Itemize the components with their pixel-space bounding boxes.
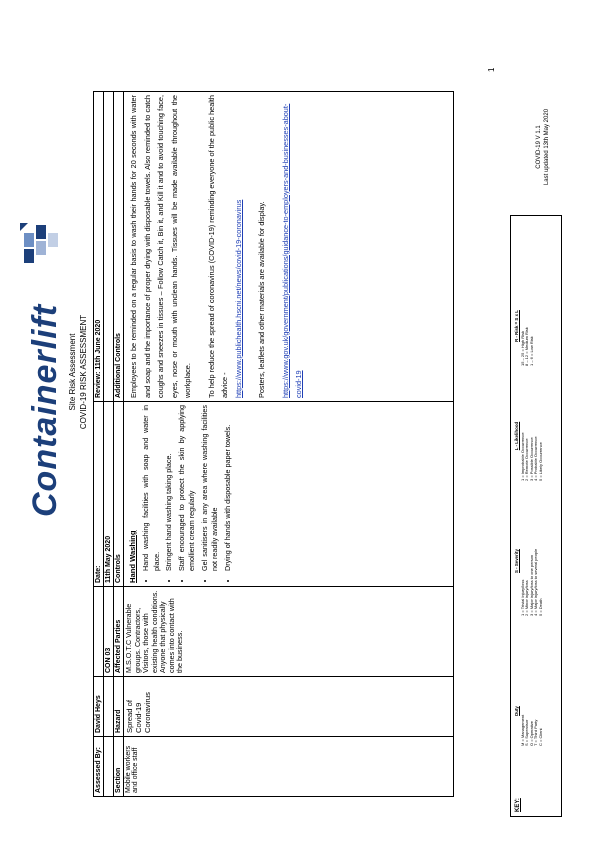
additional-cell [124, 92, 454, 402]
date-label: Date: [95, 565, 102, 583]
key-duty [515, 676, 544, 746]
list-item: 1 – 6 = Low Risk [528, 336, 534, 366]
logo-wordmark: Containerlift [26, 303, 64, 517]
list-item: • Gel sanitisers in any area where washing facilities not readily available [200, 405, 221, 571]
additional-link-1-wrap [232, 95, 246, 398]
con-value: CON 03 [104, 587, 114, 677]
additional-link-2-wrap [279, 95, 306, 398]
date-value: 11th May 2020 [104, 402, 114, 587]
list-item: • Hand washing facilities with soap and water in place. [141, 405, 162, 571]
list-item: 2 = Minor injury/loss [524, 580, 530, 616]
list-item: 3 = Major injury/loss to one person [528, 554, 534, 616]
list-item: • Staff encouraged to protect the skin by applying emollient cream regularly [177, 405, 198, 571]
footer [535, 82, 551, 212]
key-box [510, 215, 562, 817]
header-blank [94, 587, 104, 677]
affected-cell: M.S.O.T.C Vulnerable groups. Contractors, Visitors, those with existing health conditions. Anyone that physically comes into contact with the business. [124, 587, 454, 677]
footer-version: COVID-19 V 1.1 [536, 125, 542, 169]
header-row-2 [104, 92, 114, 797]
key-duty-title: Duty [514, 706, 519, 716]
header-blank-2 [104, 737, 114, 797]
additional-paragraph-3: Posters, leaflets and other materials are available for display. [257, 201, 266, 398]
company-logo [20, 227, 70, 517]
list-item: 5 = Likely Occurrence [537, 442, 543, 481]
key-label: KEY: [515, 798, 521, 812]
risk-assessment-table [93, 91, 454, 797]
header-blank-3 [104, 677, 114, 737]
key-severity-title: S - Severity [514, 549, 519, 573]
hazard-cell: Spread of Covid-19 Coronavirus [124, 677, 454, 737]
list-item: 8 – 12 = Medium Risk [524, 327, 530, 366]
container-stack-icon [20, 223, 64, 265]
key-likelihood-title: L - Likelihood [514, 421, 519, 451]
list-item: 4 = Major injury/loss to several people [533, 548, 539, 616]
date-cell [94, 402, 104, 587]
title-site-risk-assessment: Site Risk Assessment [68, 333, 77, 411]
key-risk [515, 286, 534, 366]
list-item: 1 = Trivial Injury/loss [519, 579, 525, 616]
col-controls: Controls [114, 402, 124, 587]
list-item: 1 = Improbable Occurrence [519, 432, 525, 481]
public-health-link[interactable]: https://www.publichealth.hscni.net/news/covid-19-coronavirus [233, 199, 243, 398]
list-item: • Drying of hands with disposable paper towels. [223, 405, 234, 571]
col-affected: Affected Parties [114, 587, 124, 677]
col-hazard: Hazard [114, 677, 124, 737]
list-item: 3 = Possible Occurrence [528, 437, 534, 481]
title-covid-risk-assessment: COVID-19 RISK ASSESSMENT [79, 314, 88, 430]
key-severity [515, 506, 544, 616]
list-item: C = Client [537, 728, 543, 746]
list-item: 4 = Probable Occurrence [533, 436, 539, 481]
review-cell: Review: 11th June 2020 [94, 92, 104, 402]
table-row [124, 92, 454, 797]
header-row-1 [94, 92, 104, 797]
gov-guidance-link[interactable]: https://www.gov.uk/government/publications/guidance-to-employers-and-businesses-about-covid-19 [280, 103, 303, 398]
page-number: 1 [487, 67, 496, 72]
assessed-by-label: Assessed By: [94, 737, 104, 797]
col-section: Section [114, 737, 124, 797]
footer-updated: Last updated 13th May 2020 [544, 108, 550, 186]
list-item: S = Supervisor [524, 719, 530, 746]
list-item: • Stringent hand washing taking place. [164, 405, 175, 571]
section-cell: Mobile workers and office staff [124, 737, 454, 797]
column-headers [114, 92, 124, 797]
list-item: 5 = Death [537, 598, 543, 616]
list-item: 2 = Remote Occurrence [524, 438, 530, 481]
list-item: M = Management [519, 714, 525, 746]
header-blank-4 [104, 92, 114, 402]
list-item: O = Operative [528, 720, 534, 746]
additional-paragraph-1: Employees to be reminded on a regular basis to wash their hands for 20 seconds with water and soap and the importance of proper drying with disposable towels. Also reminded to catch coughs and sneezes in tissues – Follow Catch it, Bin it, and Kill it and to avoid touching face, eyes, nose or mouth with unclean hands. Tissues will be made available throughout the workplace. [129, 95, 192, 398]
controls-cell [124, 402, 454, 587]
key-risk-title: R - Risk = S x L [514, 310, 519, 342]
list-item: 15 – 25 = High Risk [519, 330, 525, 366]
col-additional: Additional Controls [114, 92, 124, 402]
additional-paragraph-2: To help reduce the spread of coronavirus (COVID-19) reminding everyone of the public health advice - [206, 95, 229, 398]
assessed-by-value: David Heys [94, 677, 104, 737]
controls-list [141, 405, 233, 583]
key-likelihood [515, 391, 544, 481]
list-item: T = Third Party [533, 719, 539, 746]
controls-title: Hand Washing [128, 530, 137, 583]
